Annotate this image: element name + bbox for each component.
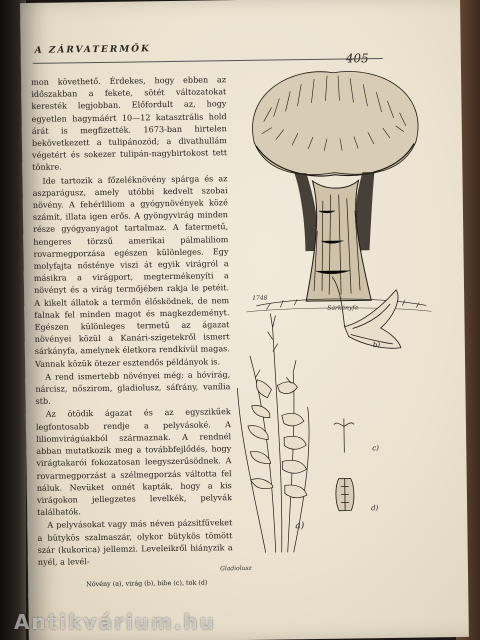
- paragraph-5: A pelyvásokat vagy más néven pázsitfűveket a bütykös szalmaszár, olykor bütykös tömött szár (kukorica) jellemzi. Leveleikről hiányzik a nyél, a levél-: [37, 517, 233, 567]
- running-title: A ZÁRVATERMŐK: [34, 44, 152, 56]
- label-d: d): [371, 504, 379, 513]
- text-column: [31, 73, 233, 569]
- label-c: c): [372, 444, 379, 453]
- label-a: a): [295, 521, 305, 532]
- watermark: Antikvárium.hu: [14, 610, 216, 634]
- tree-label: Sárkányfa: [327, 304, 359, 312]
- svg-text:1748: 1748: [252, 294, 268, 302]
- caption-title: Gladiolusz: [220, 564, 252, 573]
- book-page: [20, 0, 469, 640]
- gladiolus-illustration: [232, 265, 426, 558]
- page-number: 405: [345, 51, 369, 66]
- paragraph-1: mon követhető. Érdekes, hogy ebben az időszakban a fekete, sötét változatokat keresték legjobban. Előfordult az, hogy egyetlen hagymáért 10—12 katasztrális hold árát is megfizették. 1673-ban hirtelen bekövetkezett a tulipánozód; a divathullám végetért és sokezer tulipán-nagybirtokost tett tönkre.: [31, 74, 228, 173]
- paragraph-2: Ide tartozik a főzeléknövény spárga és az aszparágusz, amely utóbbi kedvelt szobai növény. A fehérliliom a gyógynövények közé számít, illata igen erős. A gyöngyvirág minden része gyógyanyagot tartalmaz. A fatermetű, hengeres törzsű amerikai pálmaliliom rovarmegporzása egészen különleges. Egy molyfajta nősténye viszi át egyik virágról a másikra a virágport, megtermékenyíti a növényt és a virág termőjében rakja le petéit. A kikelt állatok a termőn élősködnek, de nem falnak fel minden magot és magkezdeményt. Egészen különleges termetű az ágazat növényei közül a Kanári-szigetekről ismert sárkányfa, amelynek életkora rendkívül magas. Vannak közük ötezer esztendős példányok is.: [32, 172, 230, 369]
- label-b: b): [372, 341, 381, 350]
- paragraph-4: Az ötödik ágazat és az egyszikűek legfontosabb rendje a pelyvásoké. A liliomvirágúakból származnak. A rendnél abban mutatkozik meg a továbbfejlődés, hogy virágtakarói fokozatosan leegyszerűsödnek. A rovarmegporzást a szélmegporzás váltotta fel náluk. Nevüket onnét kapták, hogy a kis virágokon jellegzetes levelkék, pelyvák találhatók.: [35, 406, 233, 517]
- paragraph-3: A rend ismertebb növényei még: a hóvirág, nárcisz, nőszirom, gladiolusz, sáfrány, vanília stb.: [35, 369, 231, 407]
- figure-caption: Növény (a), virág (b), bibe (c), tok (d): [86, 578, 208, 589]
